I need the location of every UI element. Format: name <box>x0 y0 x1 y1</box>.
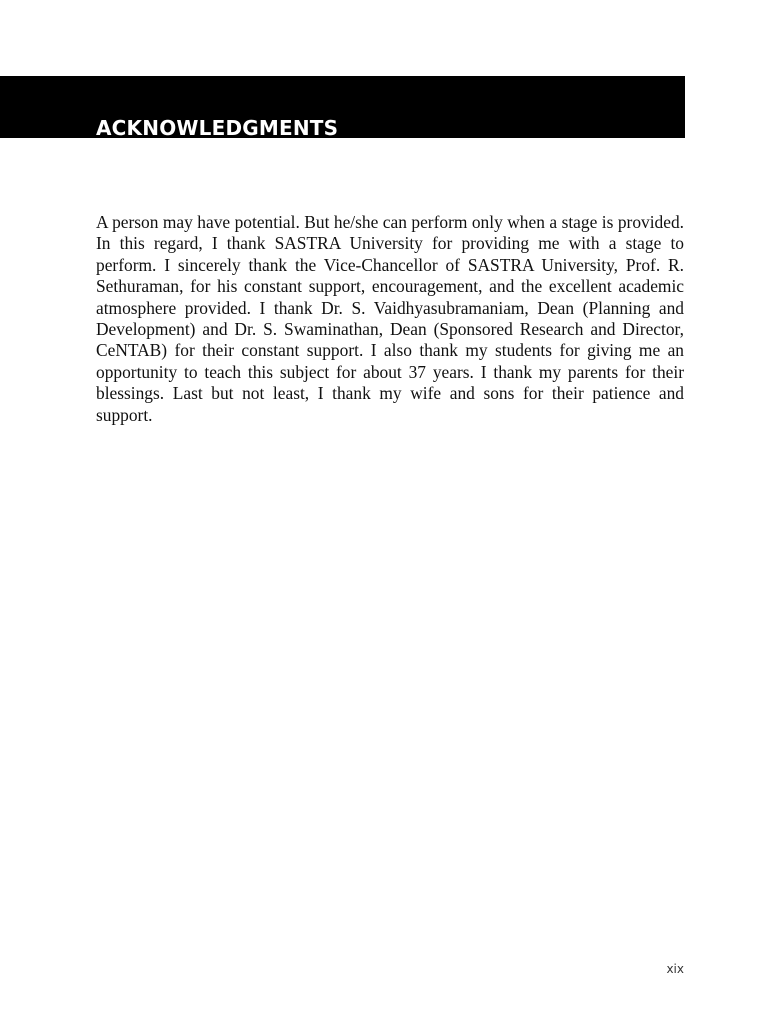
page-number: xix <box>666 962 684 976</box>
chapter-title: ACKNOWLEDGMENTS <box>96 116 339 140</box>
acknowledgment-paragraph: A person may have potential. But he/she can perform only when a stage is provided. In this regard, I thank SASTRA University for providing me with a stage to perform. I sincerely thank the Vice-Chancellor of SASTRA University, Prof. R. Sethuraman, for his constant support, encouragement, and the excellent academic atmosphere provided. I thank Dr. S. Vaidhyasubramaniam, Dean (Planning and Development) and Dr. S. Swaminathan, Dean (Sponsored Research and Director, CeNTAB) for their constant support. I also thank my students for giving me an opportunity to teach this subject for about 37 years. I thank my parents for their blessings. Last but not least, I thank my wife and sons for their patience and support. <box>96 212 684 425</box>
